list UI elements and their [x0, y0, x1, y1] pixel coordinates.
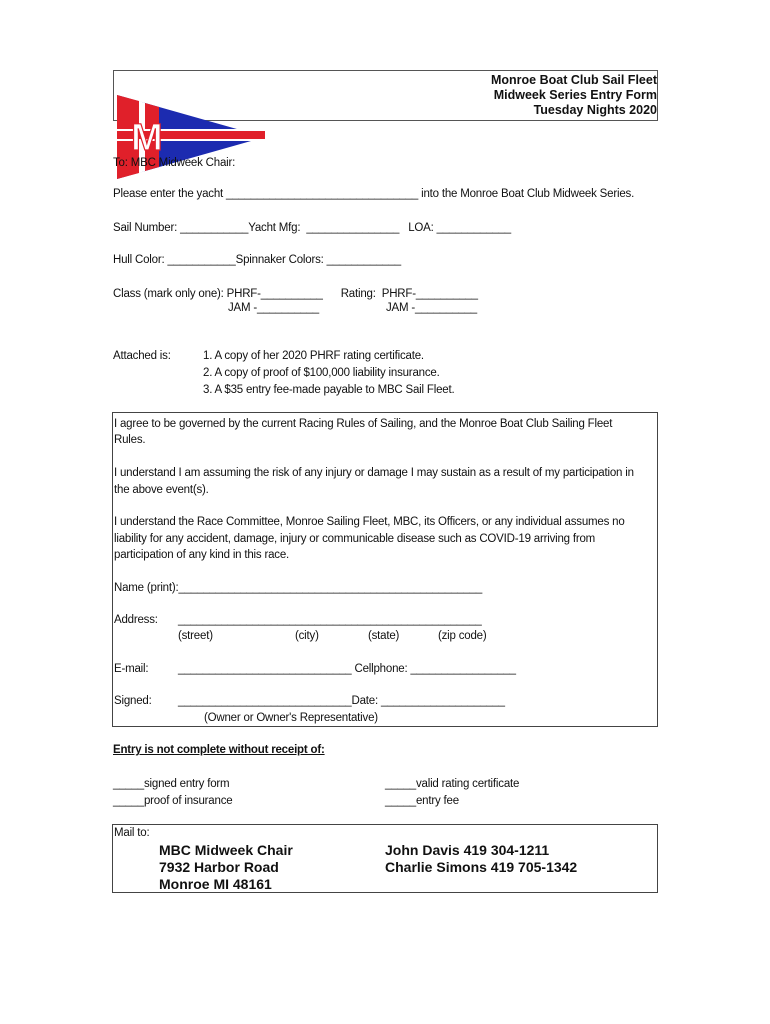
check-signed-entry-form: _____signed entry form — [113, 778, 230, 790]
liability-text-1: I understand the Race Committee, Monroe Sailing Fleet, MBC, its Officers, or any individual assumes no — [114, 516, 625, 528]
sail-number-line: Sail Number: ___________Yacht Mfg: _______________ LOA: ____________ — [113, 222, 511, 234]
address-street-hint: (street) — [178, 630, 213, 642]
contact-john-davis: John Davis 419 304-1211 — [385, 842, 550, 858]
risk-text-1: I understand I am assuming the risk of any injury or damage I may sustain as a result of my participation in — [114, 467, 634, 479]
check-rating-certificate: _____valid rating certificate — [385, 778, 520, 790]
hull-color-line: Hull Color: ___________Spinnaker Colors: ____________ — [113, 254, 401, 266]
liability-text-2: liability for any accident, damage, injury or communicable disease such as COVID-19 arriving from — [114, 533, 596, 545]
enter-yacht-line: Please enter the yacht _______________________________ into the Monroe Boat Club Midweek Series. — [113, 188, 635, 200]
header-title: Monroe Boat Club Sail Fleet — [491, 73, 657, 87]
mail-address-line-1: MBC Midweek Chair — [159, 842, 293, 858]
liability-text-3: participation of any kind in this race. — [114, 549, 290, 561]
class-jam-left: JAM -__________ — [228, 302, 319, 314]
header-date-line: Tuesday Nights 2020 — [533, 103, 657, 117]
attached-item-1: 1. A copy of her 2020 PHRF rating certificate. — [203, 350, 424, 362]
address-label: Address: — [114, 614, 158, 626]
signature-date-field[interactable]: ____________________________Date: ____________________ — [178, 695, 505, 707]
mail-address-line-2: 7932 Harbor Road — [159, 859, 279, 875]
check-entry-fee: _____entry fee — [385, 795, 459, 807]
to-line: To: MBC Midweek Chair: — [113, 157, 236, 169]
attached-item-2: 2. A copy of proof of $100,000 liability insurance. — [203, 367, 440, 379]
signed-label: Signed: — [114, 695, 152, 707]
attached-item-3: 3. A $35 entry fee-made payable to MBC Sail Fleet. — [203, 384, 455, 396]
email-label: E-mail: — [114, 663, 149, 675]
class-jam-right: JAM -__________ — [386, 302, 477, 314]
owner-note: (Owner or Owner's Representative) — [204, 712, 378, 724]
contact-charlie-simons: Charlie Simons 419 705-1342 — [385, 859, 578, 875]
header-subtitle: Midweek Series Entry Form — [493, 88, 657, 102]
attached-label: Attached is: — [113, 350, 171, 362]
risk-text-2: the above event(s). — [114, 484, 209, 496]
agree-text-1: I agree to be governed by the current Racing Rules of Sailing, and the Monroe Boat Club Sailing Fleet — [114, 418, 613, 430]
mail-to-label: Mail to: — [114, 827, 150, 839]
address-zip-hint: (zip code) — [438, 630, 487, 642]
agree-text-2: Rules. — [114, 434, 146, 446]
burgee-letter: M — [131, 117, 163, 159]
address-city-hint: (city) — [295, 630, 319, 642]
receipt-heading: Entry is not complete without receipt of: — [113, 744, 325, 756]
check-proof-of-insurance: _____proof of insurance — [113, 795, 233, 807]
name-print-field[interactable]: Name (print):_________________________________________________ — [114, 582, 483, 594]
class-line: Class (mark only one): PHRF-__________ Rating: PHRF-__________ — [113, 288, 478, 300]
agreement-box — [112, 412, 658, 727]
mail-address-line-3: Monroe MI 48161 — [159, 876, 272, 892]
email-cellphone-field[interactable]: ____________________________ Cellphone: _________________ — [178, 663, 516, 675]
address-field[interactable]: _________________________________________________ — [178, 614, 482, 626]
address-state-hint: (state) — [368, 630, 400, 642]
